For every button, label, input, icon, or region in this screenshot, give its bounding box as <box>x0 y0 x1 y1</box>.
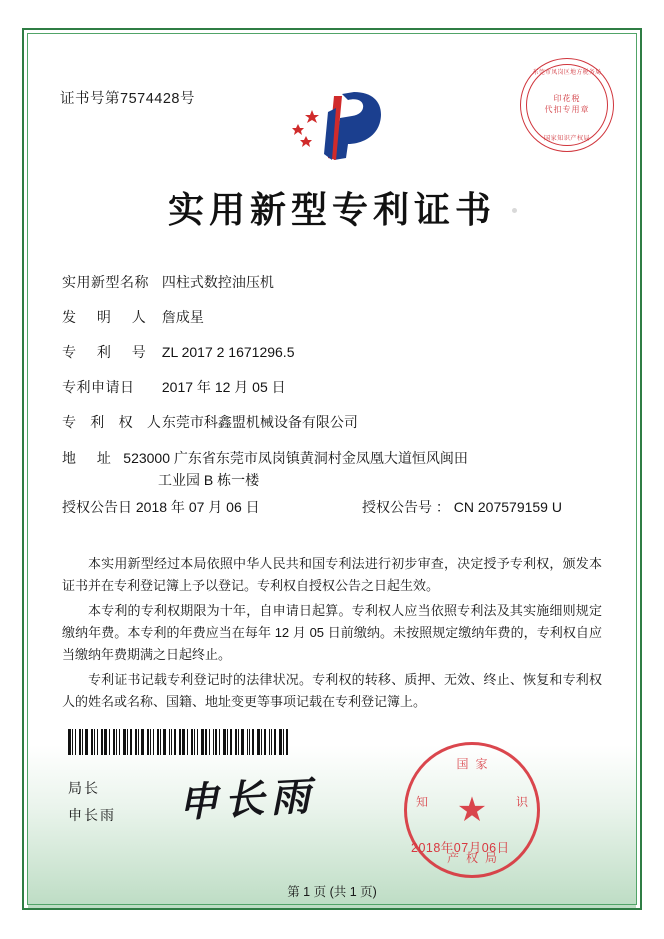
field-value: 詹成星 <box>161 309 204 325</box>
seal-star-icon: ★ <box>456 791 488 829</box>
publication-date-value: 2018 年 07 月 06 日 <box>135 499 260 515</box>
paper-speck <box>512 208 517 213</box>
field-list <box>62 272 602 531</box>
stamp-line-2: 代扣专用章 <box>544 105 590 114</box>
stamp-line-1: 印花税 <box>553 94 581 103</box>
field-label: 专利申请日 <box>62 379 135 395</box>
certificate-number: 证书号第7574428号 <box>60 91 195 107</box>
publication-date-label: 授权公告日 <box>62 499 132 515</box>
publication-number-group <box>362 497 562 517</box>
seal-text-top: 国家 <box>456 757 495 771</box>
field-row-patentee <box>62 412 602 447</box>
field-value: 四柱式数控油压机 <box>161 274 274 290</box>
seal-text-bottom: 产权局 <box>446 851 504 865</box>
official-seal-icon <box>404 742 540 878</box>
paragraph: 本实用新型经过本局依照中华人民共和国专利法进行初步审查，决定授予专利权，颁发本证书并在专利登记簿上予以登记。专利权自授权公告之日起生效。 <box>62 556 602 593</box>
field-label: 实用新型名称 <box>62 274 149 290</box>
legal-text <box>62 553 602 716</box>
field-label: 专 利 权 人 <box>62 414 167 430</box>
publication-number-separator: ： <box>435 499 450 515</box>
field-row-patent-number <box>62 342 602 377</box>
field-value: 2017 年 12 月 05 日 <box>161 379 286 395</box>
signatory-title: 局长 <box>68 780 100 796</box>
field-value-line1: 523000 广东省东莞市凤岗镇黄洞村金凤凰大道恒风闽田 <box>123 450 468 466</box>
field-value-line2: 工业园 B 栋一楼 <box>158 472 260 488</box>
field-row-publication <box>62 497 602 531</box>
publication-number-label: 授权公告号 <box>362 499 432 515</box>
paragraph: 专利证书记载专利登记时的法律状况。专利权的转移、质押、无效、终止、恢复和专利权人的姓名或名称、国籍、地址变更等事项记载在专利登记簿上。 <box>62 672 602 709</box>
field-row-application-date <box>62 377 602 412</box>
seal-text-right: 识 <box>515 795 528 809</box>
sipo-logo-icon <box>284 88 394 168</box>
field-value: ZL 2017 2 1671296.5 <box>161 344 295 360</box>
page-footer: 第 1 页 (共 1 页) <box>287 885 377 899</box>
signatory-name: 申长雨 <box>68 807 116 823</box>
field-label: 专 利 号 <box>62 344 155 360</box>
field-label: 发 明 人 <box>62 309 155 325</box>
stamp-arc-text: 东莞市凤岗区地方税务局 <box>532 69 602 76</box>
seal-date: 2018年07月06日 <box>411 841 510 855</box>
tax-stamp-icon <box>520 58 614 152</box>
field-row-address <box>62 447 602 497</box>
field-value: 东莞市科鑫盟机械设备有限公司 <box>161 414 358 430</box>
barcode <box>68 729 296 755</box>
handwritten-signature: 申长雨 <box>177 772 318 827</box>
seal-text-left: 知 <box>416 795 429 809</box>
stamp-bottom-text: 国家知识产权局 <box>543 135 591 142</box>
stamp-mid-text <box>521 93 613 115</box>
page-title: 实用新型专利证书 <box>167 189 496 231</box>
field-row-name <box>62 272 602 307</box>
field-row-inventor <box>62 307 602 342</box>
field-label: 地 址 <box>62 450 120 466</box>
paragraph: 本专利的专利权期限为十年，自申请日起算。专利权人应当依照专利法及其实施细则规定缴纳年费。本专利的年费应当在每年 12 月 05 日前缴纳。未按照规定缴纳年费的，专利权自应当缴纳年费期满之日起终止。 <box>62 603 602 662</box>
publication-number-value: CN 207579159 U <box>453 499 562 515</box>
